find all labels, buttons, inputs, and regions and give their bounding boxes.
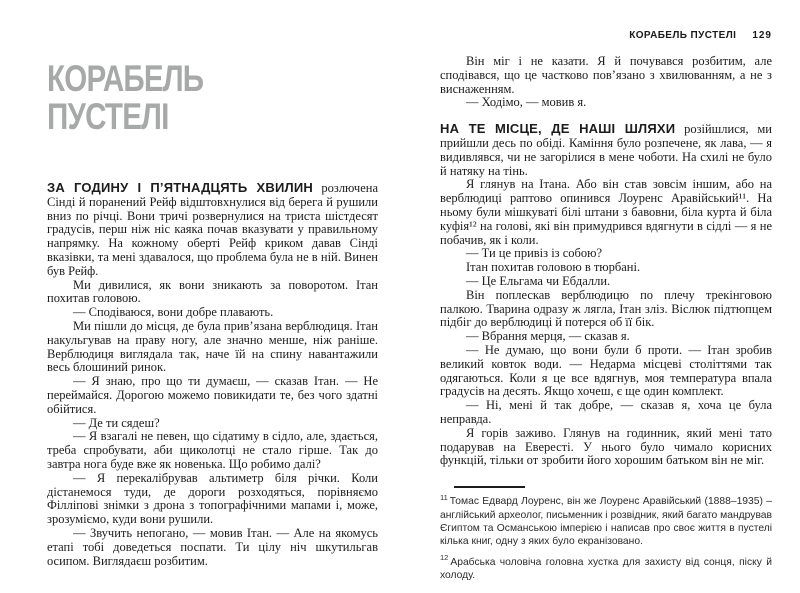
paragraph — [47, 430, 378, 471]
paragraph — [440, 330, 772, 344]
footnote-list — [440, 492, 772, 582]
paragraph-text: Ітан похитав головою в тюрбані. — [466, 260, 641, 275]
paragraph — [47, 279, 378, 307]
chapter-title-line2: ПУСТЕЛІ — [47, 96, 169, 137]
paragraph-text: — Я перекалібрував альтиметр біля річки. Коли дістанемося туди, де дороги розходяться, порівняємо Філліпові знімки з дрона з топографічними мапами і, може, зрозуміємо, куди вони рушили. — [47, 470, 378, 527]
paragraph-text: — Ходімо, — мовив я. — [466, 95, 587, 110]
paragraph-text: Ми пішли до місця, де була прив’язана верблюдиця. Ітан накульгував на праву ногу, але значно менше, ніж раніше. Верблюдиця виглядала так, наче їй на спину навантажили весь блошиний ринок. — [47, 318, 378, 375]
page-number: 129 — [752, 30, 772, 41]
paragraph — [440, 261, 772, 275]
paragraph-text: — Ні, мені й так добре, — сказав я, хоча це була неправда. — [440, 398, 772, 426]
paragraph-text: — Я взагалі не певен, що сідатиму в сідло, але, здається, треба спробувати, аби щиколотці не стало гірше. Так до завтра нога буде вже як новенька. Що робимо далі? — [47, 429, 378, 471]
paragraph — [440, 247, 772, 261]
paragraph-text: Він поплескав верблюдицю по плечу трекінговою палкою. Тварина одразу ж лягла, Ітан зліз. Віслюк підтюпцем підбіг до верблюдиці й потерся об її бік. — [440, 287, 772, 330]
paragraph-text: — Це Ельгама чи Ебдалли. — [466, 273, 611, 288]
paragraph — [47, 181, 378, 279]
paragraph — [47, 375, 378, 416]
paragraph-lead-in: НА ТЕ МІСЦЕ, ДЕ НАШІ ШЛЯХИ — [440, 121, 676, 137]
paragraph-text: — Вбрання мерця, — сказав я. — [466, 329, 630, 344]
paragraph-text: розлючена Сінді й поранений Рейф відштовхнулися від берега й рушили вниз по річці. Вони тричі розвернулися на триста шістдесят градусів, перш ніж ніс каяка почав вказувати у правильному напрямку. На кожному оберті Рейф криком давав Сінді вказівки, та мені здавалося, що проблема була не в ній. Винен був Рейф. — [47, 181, 378, 278]
paragraph-text: розійшлися, ми прийшли десь по обіді. Каміння було розпечене, як лава, — я видивлявся, чи не загорілися в мене чоботи. На схилі не було й натяку на тінь. — [440, 122, 772, 178]
paragraph — [47, 306, 378, 320]
footnote — [440, 553, 772, 583]
paragraph — [47, 417, 378, 431]
paragraph — [440, 275, 772, 289]
paragraph — [440, 122, 772, 178]
footnote-marker: 12 — [440, 553, 449, 563]
paragraph — [440, 344, 772, 399]
paragraph — [47, 527, 378, 568]
paragraph-text: — Ти це привіз із собою? — [466, 246, 603, 261]
paragraph — [440, 96, 772, 110]
footnotes-block — [440, 486, 772, 582]
chapter-title-line1: КОРАБЕЛЬ — [47, 58, 204, 99]
paragraph-text: — Не думаю, що вони були б проти. — Ітан зробив великий ковток води. — Недарма місцеві століттями так одягаються. Коли я це все вдягнув, моя температура впала градусів на десять. Якщо хочеш, є ще один комплект. — [440, 342, 772, 399]
footnote-separator-rule — [454, 486, 525, 488]
footnote-text: Арабська чоловіча головна хустка для захисту від сонця, піску й холоду. — [440, 556, 772, 582]
running-head — [629, 30, 772, 41]
right-page-column — [440, 55, 772, 590]
paragraph-lead-in: ЗА ГОДИНУ І П’ЯТНАДЦЯТЬ ХВИЛИН — [47, 180, 313, 195]
paragraph — [440, 55, 772, 96]
running-head-title: КОРАБЕЛЬ ПУСТЕЛІ — [629, 30, 737, 41]
paragraph-text: Я горів заживо. Глянув на годинник, який мені тато подарував на Евересті. У нього було чимало корисних функцій, тільки от зробити його хорошим батьком він не міг. — [440, 425, 772, 468]
paragraph-text: — Де ти сядеш? — [73, 415, 160, 430]
right-page-body — [440, 55, 772, 468]
paragraph — [440, 399, 772, 427]
paragraph-text: Він міг і не казати. Я й почувався розбитим, але сподівався, що це частково пов’язано з хвилюванням, а не з виснаженням. — [440, 54, 772, 96]
paragraph — [47, 320, 378, 375]
paragraph — [47, 472, 378, 527]
footnote-text: Томас Едвард Лоуренс, він же Лоуренс Аравійський (1888–1935) – англійський археолог, письменник і розвідник, який багато мандрував Єгиптом та Османською імперією і написав про своє життя в пустелі кілька книг, одну з яких було екранізовано. — [440, 496, 772, 548]
paragraph-text: Ми дивилися, як вони зникають за поворотом. Ітан похитав головою. — [47, 277, 378, 306]
paragraph — [440, 427, 772, 468]
footnote — [440, 492, 772, 549]
chapter-title — [47, 60, 203, 136]
left-page-body — [47, 181, 378, 568]
paragraph-text: — Я знаю, про що ти думаєш, — сказав Ітан. — Не переймайся. Дорогою можемо повикидати те, без чого здатні обійтися. — [47, 374, 378, 416]
footnote-marker: 11 — [440, 492, 448, 502]
paragraph-text: Я глянув на Ітана. Або він став зовсім іншим, або на верблюдиці раптово опинився Лоуренс Аравійський¹¹. На ньому були мішкуваті білі штани з бавовни, біла курта й біла куфія¹² на голові, які він примудрився вдягнути в сідлі — я не побачив, як і коли. — [440, 177, 772, 247]
paragraph — [440, 178, 772, 247]
paragraph-text: — Звучить непогано, — мовив Ітан. — Але на якомусь етапі тобі доведеться поспати. Ти цілу ніч шкутильгав осипом. Виглядаєш розбитим. — [47, 525, 378, 568]
paragraph-text: — Сподіваюся, вони добре плавають. — [73, 305, 274, 320]
paragraph — [440, 289, 772, 330]
